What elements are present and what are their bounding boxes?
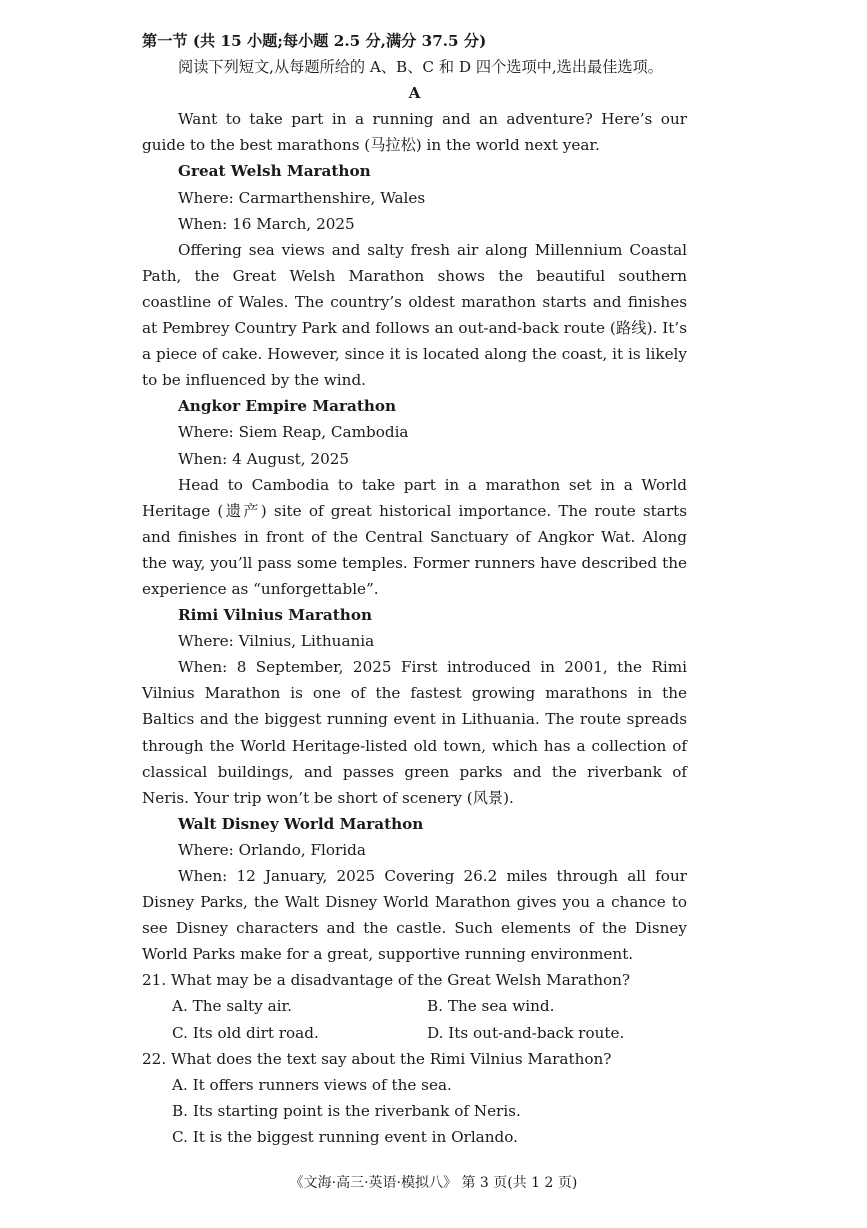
option-row	[142, 1020, 687, 1046]
option-row	[142, 993, 687, 1019]
passage-intro: Want to take part in a running and an adventure? Here’s our guide to the best marathons (马拉松) in the world next year.	[142, 110, 687, 155]
question-stem: 22. What does the text say about the Rimi Vilnius Marathon?	[142, 1049, 612, 1068]
marathon-body: Head to Cambodia to take part in a marathon set in a World Heritage (遗产) site of great historical importance. The route starts and finishes in front of the Central Sanctuary of Angkor Wat. Along the way, you’ll pass some temples. Former runners have described the experience as “unforgettable”.	[142, 475, 687, 598]
section-heading	[142, 28, 687, 54]
option-a[interactable]: A. The salty air.	[172, 997, 292, 1016]
marathon-great-welsh	[142, 158, 687, 393]
marathon-when-body: When: 12 January, 2025 Covering 26.2 miles through all four Disney Parks, the Walt Disney World Marathon gives you a chance to see Disney characters and the castle. Such elements of the Disney World Parks make for a great, supportive running environment.	[142, 867, 687, 964]
instructions: 阅读下列短文,从每题所给的 A、B、C 和 D 四个选项中,选出最佳选项。	[178, 58, 663, 77]
option-a[interactable]: A. It offers runners views of the sea.	[172, 1075, 452, 1094]
section-meta: (共 15 小题;每小题 2.5 分,满分 37.5 分)	[192, 32, 487, 50]
section-label: 第一节	[142, 32, 188, 50]
option-b[interactable]: B. The sea wind.	[427, 997, 555, 1016]
marathon-where: Where: Orlando, Florida	[178, 840, 366, 859]
option-c[interactable]: C. Its old dirt road.	[172, 1023, 319, 1042]
marathon-angkor-empire	[142, 393, 687, 602]
marathon-title: Walt Disney World Marathon	[178, 814, 424, 833]
exam-page	[142, 28, 687, 1150]
marathon-when-body: When: 8 September, 2025 First introduced in 2001, the Rimi Vilnius Marathon is one of the fastest growing marathons in the Baltics and the biggest running event in Lithuania. The route spreads through the World Heritage-listed old town, which has a collection of classical buildings, and passes green parks and the riverbank of Neris. Your trip won’t be short of scenery (风景).	[142, 658, 687, 807]
marathon-title: Angkor Empire Marathon	[178, 397, 397, 416]
passage-letter: A	[408, 84, 421, 103]
option-c[interactable]: C. It is the biggest running event in Orlando.	[172, 1127, 518, 1146]
marathon-where: Where: Carmarthenshire, Wales	[178, 188, 426, 207]
marathon-when: When: 16 March, 2025	[178, 214, 355, 233]
marathon-rimi-vilnius	[142, 602, 687, 811]
marathon-title: Rimi Vilnius Marathon	[178, 606, 372, 625]
marathon-walt-disney	[142, 811, 687, 968]
marathon-when: When: 4 August, 2025	[178, 449, 350, 468]
question-21	[142, 967, 687, 1045]
option-b[interactable]: B. Its starting point is the riverbank of Neris.	[172, 1101, 521, 1120]
question-22	[142, 1046, 687, 1150]
option-d[interactable]: D. Its out-and-back route.	[427, 1023, 625, 1042]
marathon-body: Offering sea views and salty fresh air along Millennium Coastal Path, the Great Welsh Marathon shows the beautiful southern coastline of Wales. The country’s oldest marathon starts and finishes at Pembrey Country Park and follows an out-and-back route (路线). It’s a piece of cake. However, since it is located along the coast, it is likely to be influenced by the wind.	[142, 240, 687, 390]
marathon-where: Where: Vilnius, Lithuania	[178, 632, 375, 651]
marathon-where: Where: Siem Reap, Cambodia	[178, 423, 409, 442]
question-stem: 21. What may be a disadvantage of the Great Welsh Marathon?	[142, 971, 631, 990]
marathon-title: Great Welsh Marathon	[178, 162, 371, 181]
page-footer: 《文海·高三·英语·模拟八》 第 3 页(共 1 2 页)	[289, 1175, 578, 1191]
